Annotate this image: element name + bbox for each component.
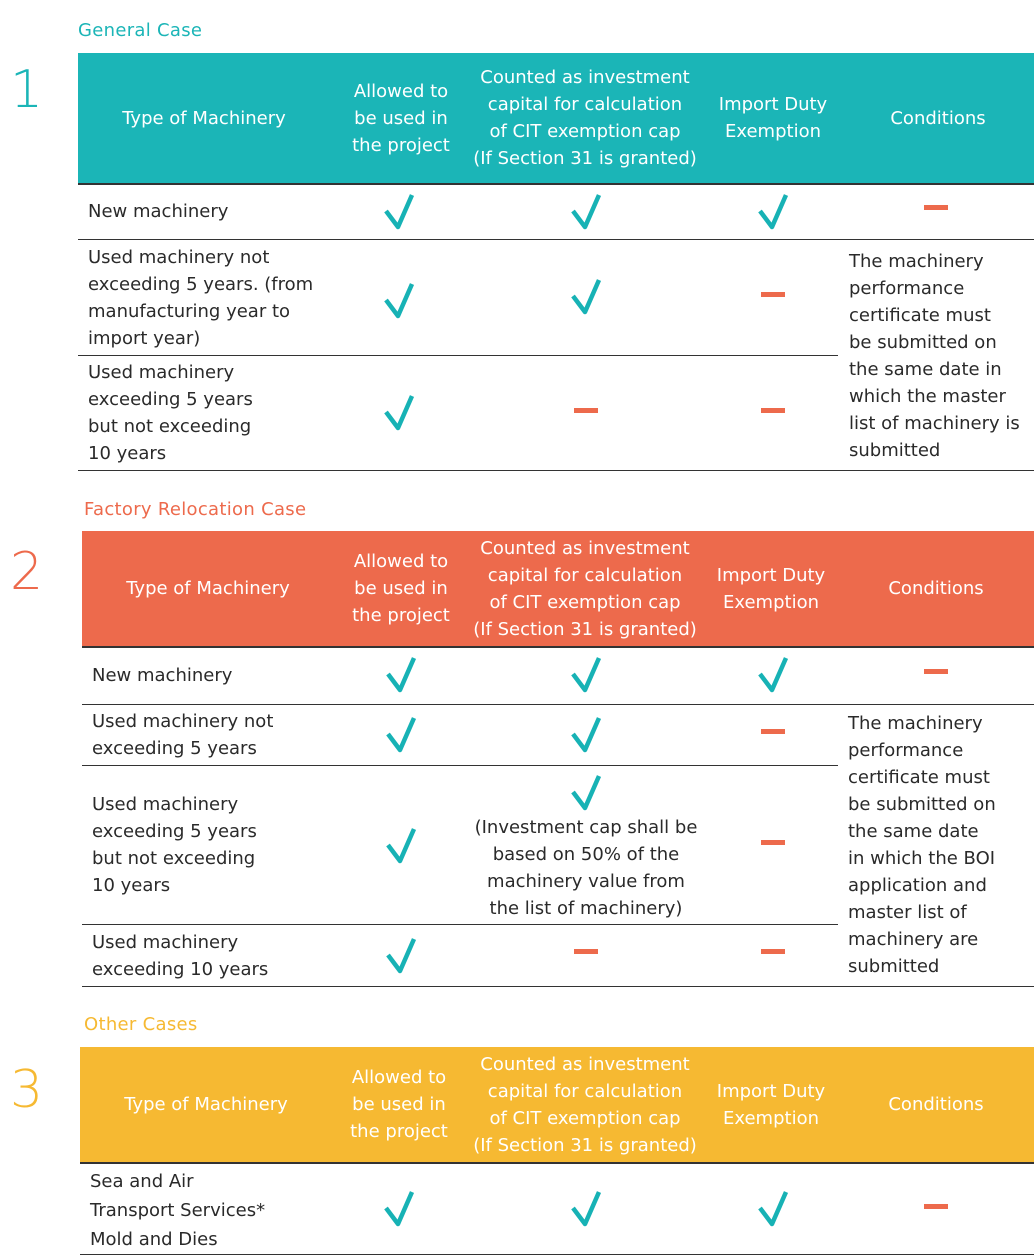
case2-header xyxy=(82,531,1034,646)
check-icon xyxy=(571,193,601,231)
header-allowed: Allowed to be used in the project xyxy=(352,551,450,626)
case1-number: 1 xyxy=(10,60,44,120)
divider xyxy=(78,239,1034,240)
check-icon xyxy=(571,774,601,812)
divider xyxy=(78,470,1034,471)
check-icon xyxy=(386,937,416,975)
divider xyxy=(82,646,1034,648)
divider xyxy=(80,1162,1034,1164)
case2-investment-note: (Investment cap shall be based on 50% of the machinery value from the list of machinery) xyxy=(474,817,698,919)
header-counted: Counted as investment capital for calculation of CIT exemption cap (If Section 31 is granted) xyxy=(473,67,697,169)
dash-icon xyxy=(924,1204,948,1209)
header-allowed: Allowed to be used in the project xyxy=(350,1067,448,1142)
case2-number: 2 xyxy=(10,542,44,602)
divider xyxy=(80,1254,1034,1255)
header-allowed: Allowed to be used in the project xyxy=(352,80,450,156)
divider xyxy=(82,924,838,925)
dash-icon xyxy=(761,729,785,734)
case3-header xyxy=(80,1047,1034,1162)
header-import: Import Duty Exemption xyxy=(718,94,828,142)
check-icon xyxy=(386,716,416,754)
header-import: Import Duty Exemption xyxy=(716,564,826,613)
case1-title: General Case xyxy=(78,20,203,41)
check-icon xyxy=(386,827,416,865)
header-conditions: Conditions xyxy=(888,578,984,599)
case2-row1-label: New machinery xyxy=(92,665,233,686)
dash-icon xyxy=(761,840,785,845)
dash-icon xyxy=(761,292,785,297)
divider xyxy=(78,355,838,356)
check-icon xyxy=(571,278,601,316)
dash-icon xyxy=(924,205,948,210)
divider xyxy=(82,986,1034,987)
header-type: Type of Machinery xyxy=(122,107,286,129)
dash-icon xyxy=(761,408,785,413)
check-icon xyxy=(384,282,414,320)
check-icon xyxy=(758,193,788,231)
header-type: Type of Machinery xyxy=(126,578,290,599)
case2-row3-label: Used machinery exceeding 5 years but not exceeding 10 years xyxy=(92,794,257,896)
check-icon xyxy=(384,193,414,231)
dash-icon xyxy=(574,408,598,413)
case3-number: 3 xyxy=(10,1060,44,1120)
case2-title: Factory Relocation Case xyxy=(84,499,307,520)
divider xyxy=(78,183,1034,185)
check-icon xyxy=(384,394,414,432)
divider xyxy=(82,765,838,766)
dash-icon xyxy=(924,669,948,674)
check-icon xyxy=(386,656,416,694)
dash-icon xyxy=(574,949,598,954)
header-import: Import Duty Exemption xyxy=(716,1080,826,1129)
case2-row2-label: Used machinery not exceeding 5 years xyxy=(92,711,274,759)
header-conditions: Conditions xyxy=(888,1094,984,1115)
case1-row2-label: Used machinery not exceeding 5 years. (from manufacturing year to import year) xyxy=(88,247,314,349)
check-icon xyxy=(384,1190,414,1228)
case1-condition: The machinery performance certificate must be submitted on the same date in which the master list of machinery is submitted xyxy=(849,251,1020,461)
divider xyxy=(82,704,1034,705)
header-type: Type of Machinery xyxy=(124,1094,288,1115)
header-counted: Counted as investment capital for calculation of CIT exemption cap (If Section 31 is granted) xyxy=(473,537,697,640)
check-icon xyxy=(571,656,601,694)
header-conditions: Conditions xyxy=(890,107,986,129)
case1-row1-label: New machinery xyxy=(88,201,229,222)
case1-header xyxy=(78,53,1034,183)
check-icon xyxy=(758,1190,788,1228)
case3-row1-label: Sea and Air Transport Services* Mold and Dies xyxy=(90,1171,266,1250)
case1-row3-label: Used machinery exceeding 5 years but not exceeding 10 years xyxy=(88,362,253,464)
case2-condition: The machinery performance certificate must be submitted on the same date in which the BOI application and master list of machinery are submitted xyxy=(848,713,996,977)
dash-icon xyxy=(761,949,785,954)
case2-row4-label: Used machinery exceeding 10 years xyxy=(92,932,269,980)
header-counted: Counted as investment capital for calculation of CIT exemption cap (If Section 31 is granted) xyxy=(473,1053,697,1156)
check-icon xyxy=(571,1190,601,1228)
check-icon xyxy=(571,716,601,754)
case3-title: Other Cases xyxy=(84,1014,198,1035)
check-icon xyxy=(758,656,788,694)
